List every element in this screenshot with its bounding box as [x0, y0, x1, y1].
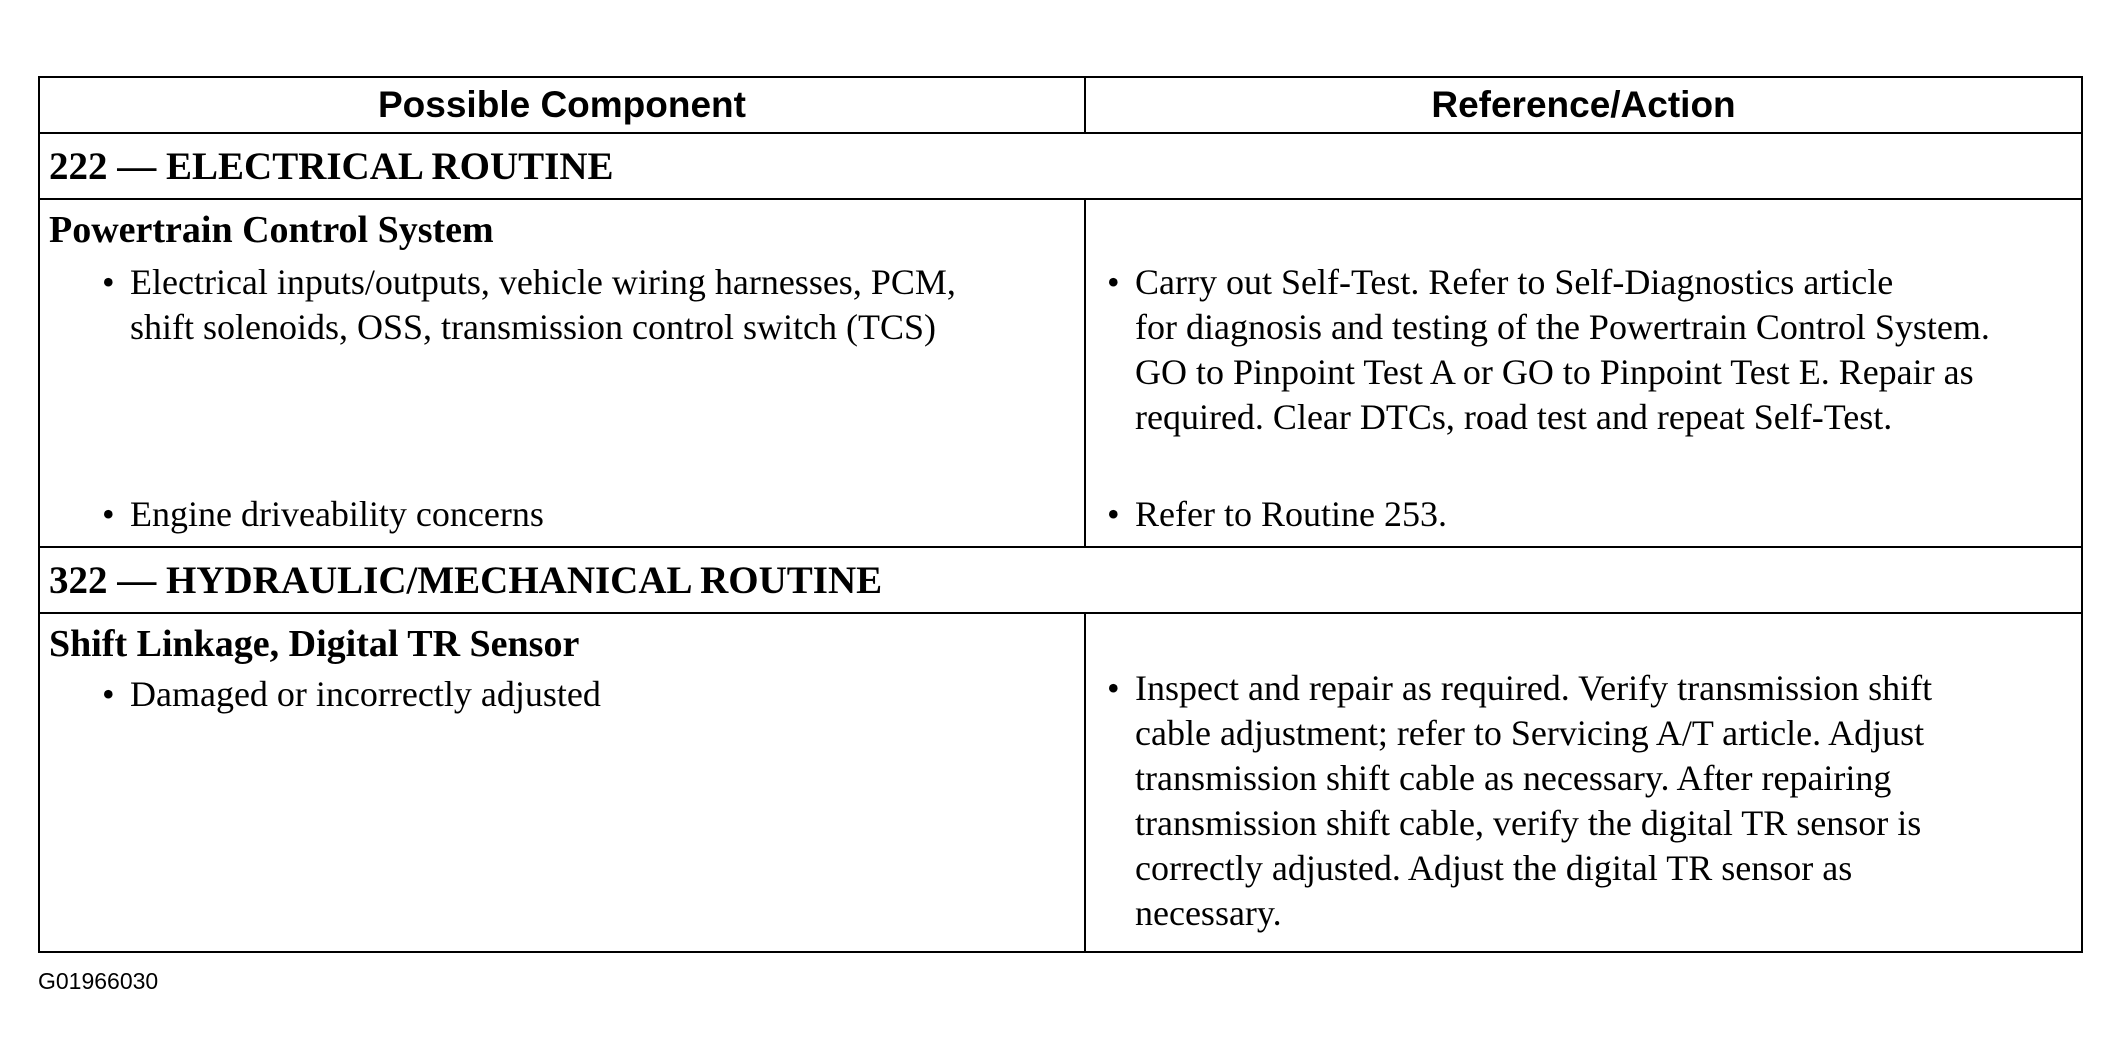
component-text: Electrical inputs/outputs, vehicle wiring harnesses, PCM, shift solenoids, OSS, transmission control switch (TCS)	[130, 262, 956, 347]
action-cell	[1086, 200, 2081, 546]
diagnostic-table	[38, 76, 2083, 953]
component-item	[40, 672, 1084, 717]
action-item	[1086, 260, 2081, 440]
component-item	[40, 492, 1084, 537]
action-cell	[1086, 614, 2081, 951]
action-item	[1086, 492, 2081, 537]
section-shift-linkage	[40, 614, 2081, 951]
action-text: Carry out Self-Test. Refer to Self-Diagnostics article for diagnosis and testing of the Powertrain Control System. GO to Pinpoint Test A or GO to Pinpoint Test E. Repair as required. Clear DTCs, road test and repeat Self-Test.	[1135, 262, 1990, 437]
action-text: Refer to Routine 253.	[1135, 494, 1447, 534]
routine-row-electrical	[40, 134, 2081, 200]
action-item	[1086, 666, 2081, 936]
bullet-marker: •	[1107, 494, 1120, 534]
bullet-marker: •	[102, 674, 115, 714]
component-cell	[40, 200, 1086, 546]
bullet-marker: •	[102, 262, 115, 302]
header-possible-component: Possible Component	[40, 78, 1086, 132]
component-text: Engine driveability concerns	[130, 494, 544, 534]
figure-id: G01966030	[38, 968, 159, 994]
component-title: Powertrain Control System	[49, 209, 494, 251]
bullet-marker: •	[102, 494, 115, 534]
bullet-marker: •	[1107, 262, 1120, 302]
action-text: Inspect and repair as required. Verify transmission shift cable adjustment; refer to Servicing A/T article. Adjust transmission shift cable as necessary. After repairing transmission shift cable, verify the digital TR sensor is correctly adjusted. Adjust the digital TR sensor as necessary.	[1135, 668, 1933, 933]
component-cell	[40, 614, 1086, 951]
component-title: Shift Linkage, Digital TR Sensor	[49, 623, 580, 665]
bullet-marker: •	[1107, 668, 1120, 708]
routine-title: 222 — ELECTRICAL ROUTINE	[49, 144, 614, 188]
header-reference-action: Reference/Action	[1431, 84, 1736, 125]
table-header-row	[40, 78, 2081, 134]
routine-row-hydraulic	[40, 548, 2081, 614]
component-text: Damaged or incorrectly adjusted	[130, 674, 601, 714]
routine-title: 322 — HYDRAULIC/MECHANICAL ROUTINE	[49, 558, 883, 602]
component-item	[40, 260, 1084, 350]
section-powertrain-control	[40, 200, 2081, 548]
